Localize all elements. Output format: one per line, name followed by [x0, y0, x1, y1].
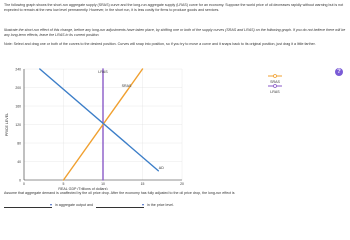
y-axis-label: PRICE LEVEL — [5, 112, 9, 137]
y-tick-label: 40 — [17, 159, 21, 164]
series-label-lras: LRAS — [98, 70, 108, 74]
price-effect-dropdown[interactable] — [96, 201, 144, 208]
answer-text-1: in aggregate output and — [55, 202, 93, 207]
answer-text-2: in the price level. — [146, 202, 174, 207]
x-tick-label: 20 — [180, 182, 184, 186]
x-tick-label: 0 — [23, 182, 25, 186]
answer-row — [4, 201, 174, 208]
help-icon[interactable]: ? — [335, 68, 343, 76]
y-tick-label: 160 — [15, 104, 21, 109]
x-axis-label: REAL GDP (Trillions of dollars) — [58, 187, 108, 190]
note-paragraph: Note: Select and drag one or both of the curves to the desired position. Curves will snap into position, so if you try to move a curve and it snaps back to its original position, just drag it a little farther. — [4, 42, 316, 46]
y-tick-label: 120 — [15, 122, 21, 127]
chevron-down-icon: ▾ — [49, 201, 52, 207]
y-tick-label: 200 — [15, 85, 21, 90]
chevron-down-icon: ▾ — [141, 201, 144, 207]
instructions-paragraph: Illustrate the short-run effect of this change, before any long-run adjustments have taken place, by shifting one or both of the supply curves (SRAS and LRAS) on the following graph. If you do not believe there will be any long-term effects, leave the LRAS in its current position. — [4, 28, 346, 37]
legend-label: LRAS — [270, 90, 280, 94]
series-label-sras: SRAS — [121, 84, 132, 88]
series-line-ad — [40, 69, 159, 171]
legend-marker[interactable] — [274, 75, 277, 78]
legend-marker[interactable] — [274, 85, 277, 88]
legend-label: SRAS — [270, 80, 280, 84]
aggregate-supply-graph[interactable] — [0, 60, 350, 190]
x-tick-label: 5 — [62, 182, 65, 186]
bottom-question: Assume that aggregate demand is unaffected by the oil price drop. After the economy has fully adjusted to the oil price drop, the long-run effect is — [4, 191, 235, 195]
output-effect-dropdown[interactable] — [4, 201, 52, 208]
y-tick-label: 0 — [19, 178, 21, 183]
y-tick-label: 80 — [17, 141, 21, 146]
intro-paragraph: The following graph shows the short-run aggregate supply (SRAS) curve and the long-run aggregate supply (LRAS) curve for an economy. Suppose the world price of oil decreases rapidly without warning but is not expected to remain at the new low level permanently. However, in the short run, it is less costly for firms to produce goods and services. — [4, 3, 344, 12]
series-label-ad: AD — [158, 165, 164, 170]
x-tick-label: 15 — [140, 182, 145, 186]
y-tick-label: 240 — [15, 67, 21, 72]
x-tick-label: 10 — [101, 182, 105, 186]
